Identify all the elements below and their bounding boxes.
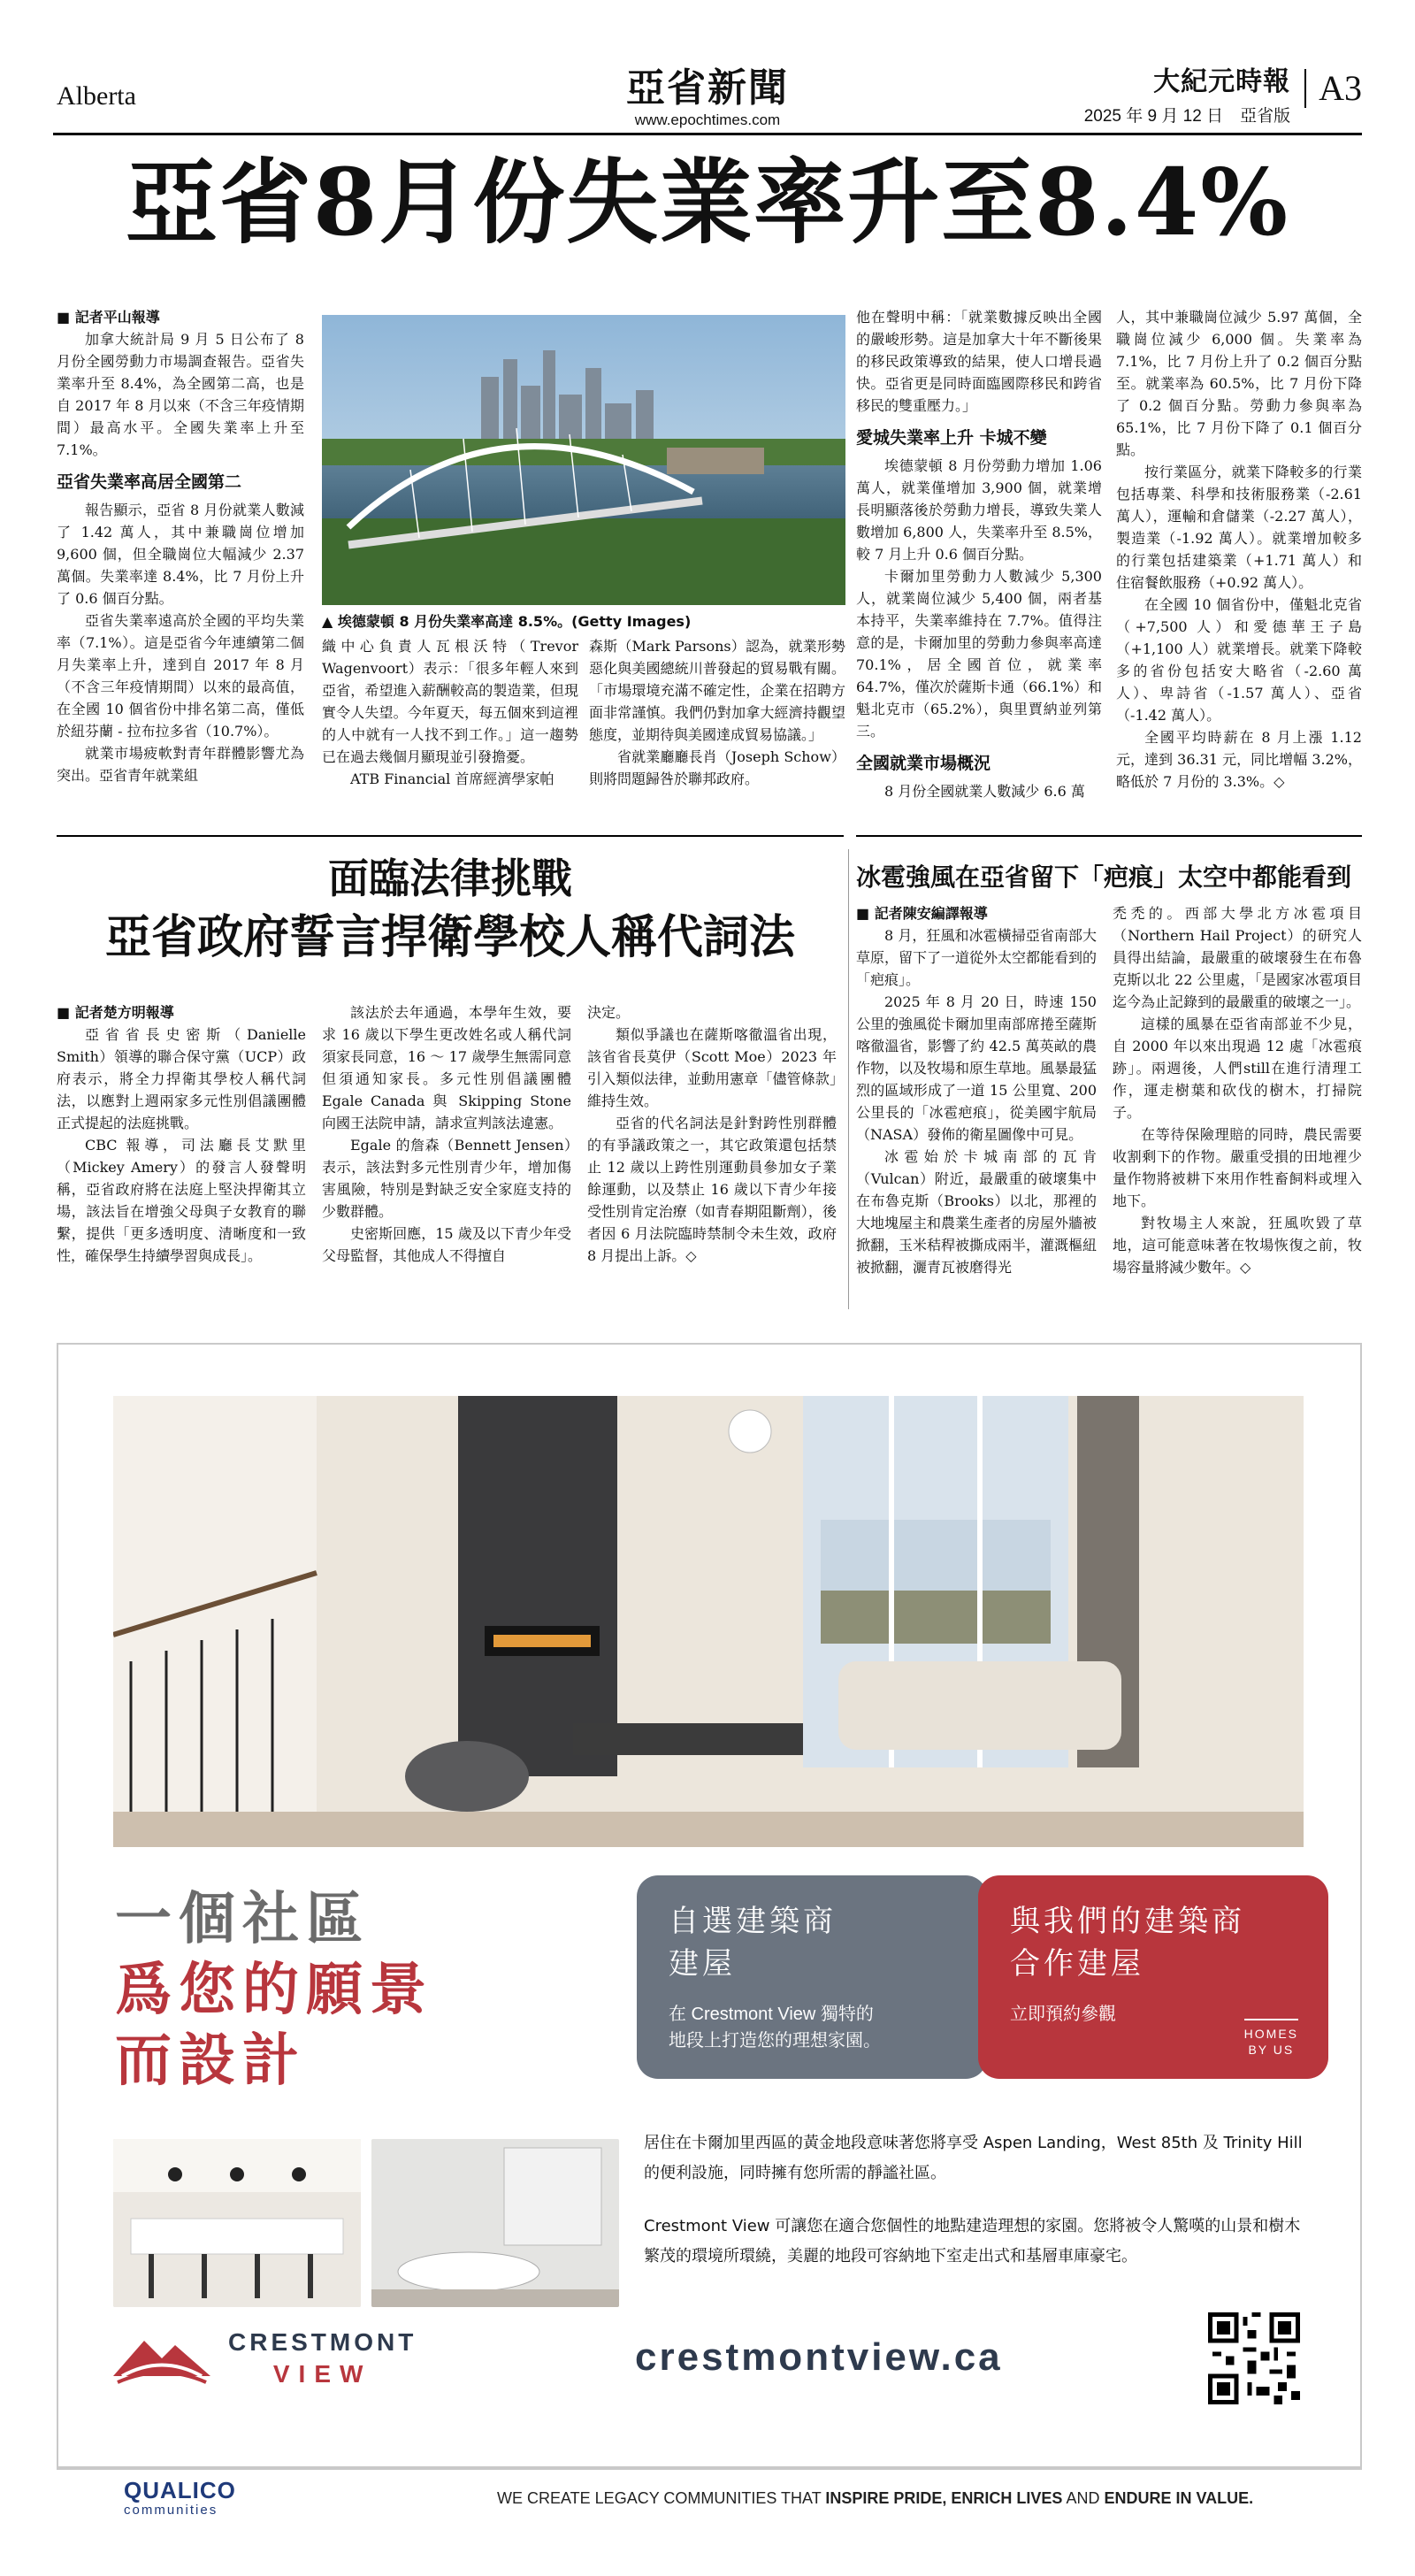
main-col-3: 森斯（Mark Parsons）認為，就業形勢惡化與美國總統川普發起的貿易戰有關。「市場環境充滿不確定性，企業在招聘方面非常謹慎。我們仍對加拿大經濟持觀望態度，並期待與美國達成貿易協議。」 省就業廳廳長肖（Joseph Schow）則將問題歸咎於聯邦政府。 — [589, 638, 845, 787]
footer-rule — [57, 2468, 1362, 2470]
paper-info — [1083, 66, 1362, 126]
living-room-photo — [113, 1396, 1304, 1847]
region-label: Alberta — [57, 81, 136, 111]
main-col-2: 織中心負責人瓦根沃特（Trevor Wagenvoort）表示：「很多年輕人來到亞省，希望進入薪酬較高的製造業，但現實令人失望。今年夏天，每五個來到這裡的人中就有一人找不到工作。」這一趨勢已在過去幾個月顯現並引發擔憂。 ATB Financial 首席經濟學家帕 — [322, 638, 578, 787]
homes-by-us-logo: HOMES BY US — [1244, 2019, 1298, 2058]
ad-url[interactable]: crestmontview.ca — [635, 2335, 1003, 2379]
build-own-builder-card[interactable]: 自選建築商 建屋 在 Crestmont View 獨特的 地段上打造您的理想家園。 — [637, 1875, 987, 2079]
qualico-logo: QUALICO communities — [124, 2477, 236, 2518]
main-headline: 亞省8月份失業率升至8.4% — [125, 148, 1290, 257]
page-number: A3 — [1304, 69, 1362, 108]
main-col-4: 他在聲明中稱：「就業數據反映出全國的嚴峻形勢。這是加拿大十年不斷後果的移民政策導致的結果，使人口增長過快。亞省更是同時面臨國際移民和跨省移民的雙重壓力。」 愛城失業率上升 卡城不變 埃德蒙頓 8 月份勞動力增加 1.06 萬人，就業僅增加 3,900 個，就業增長明顯落後於勞動力增長，導致失業人數增加 6,800 人，失業率升至 8.5%，較 7 月上升 0.6 個百分點。 卡爾加里勞動力人數減少 5,300 人，就業崗位減少 5,400 個，兩者基本持平，失業率維持在 7.7%。值得注意的是，卡爾加里的勞動力參與率高達 70.1%，居全國首位，就業率 64.7%，僅次於薩斯卡通（66.1%）和魁北克市（65.2%），與里賈納並列第三。 全國就業市場概況 8 月份全國就業人數減少 6.6 萬 — [856, 309, 1102, 800]
masthead-rule — [53, 133, 1362, 135]
paper-date: 2025 年 9 月 12 日 亞省版 — [1083, 107, 1291, 126]
story3-byline: ■ 記者陳安編譯報導 — [856, 905, 988, 922]
ad-slogan: 一個社區 爲您的願景 而設計 — [115, 1886, 433, 2094]
book-tour-link[interactable]: 立即預約參觀 — [1010, 2005, 1116, 2024]
section-title: 亞省新聞 — [626, 65, 789, 111]
ad-body-2: Crestmont View 可讓您在適合您個性的地點建造理想的家園。您將被令人驚嘆的山景和樹木繁茂的環境所環繞，美麗的地段可容納地下室走出式和基層車庫豪宅。 — [644, 2217, 1301, 2266]
story2-byline: ■ 記者楚方明報導 — [57, 1004, 174, 1021]
ad-body-1: 居住在卡爾加里西區的黃金地段意味著您將享受 Aspen Landing，West 85th 及 Trinity Hill 的便利設施，同時擁有您所需的靜謐社區。 — [644, 2134, 1303, 2182]
story2-col-1: ■ 記者楚方明報導 亞省省長史密斯（Danielle Smith）領導的聯合保守黨（UCP）政府表示，將全力捍衛其學校人稱代詞法，以應對上週兩家多元性別倡議團體正式提起的法庭挑戰。 CBC 報導，司法廳長艾默里（Mickey Amery）的發言人發聲明稱，亞省政府將在法庭上堅決捍衛其立場，該法旨在增強父母與子女教育的聯繫，提供「更多透明度、清晰度和一致性，確保學生持續學習與成長」。 — [57, 1001, 306, 1267]
subhead-1: 亞省失業率高居全國第二 — [57, 472, 242, 492]
subhead-3: 全國就業市場概況 — [856, 754, 991, 773]
footer-tagline: WE CREATE LEGACY COMMUNITIES THAT INSPIRE PRIDE, ENRICH LIVES AND ENDURE IN VALUE. — [497, 2489, 1254, 2507]
main-byline: ■ 記者平山報導 — [57, 309, 160, 326]
qr-code-icon[interactable] — [1208, 2312, 1300, 2404]
mountain-logo-icon — [113, 2327, 210, 2389]
partner-builder-card[interactable]: 與我們的建築商 合作建屋 立即預約參觀 HOMES BY US — [978, 1875, 1328, 2079]
story2-headline: 面臨法律挑戰 亞省政府誓言捍衛學校人稱代詞法 — [104, 855, 795, 964]
edmonton-photo — [322, 315, 845, 605]
story3-headline: 冰雹強風在亞省留下「疤痕」太空中都能看到 — [856, 862, 1352, 892]
crestmont-logo: CRESTMONT VIEW — [113, 2327, 417, 2390]
story2-col-2: 該法於去年通過，本學年生效，要求 16 歲以下學生更改姓名或人稱代詞須家長同意，16 ～ 17 歲學生無需同意但須通知家長。多元性別倡議團體 Egale Canada 與 Skipping Stone 向國王法院申請，請求宣判該法違憲。 Egale 的詹森（Bennett Jensen）表示，該法對多元性別青少年，增加傷害風險，特別是對缺乏安全家庭支持的少數群體。 史密斯回應，15 歲及以下青少年受父母監督，其他成人不得擅自 — [322, 1004, 571, 1264]
story2-col-3: 決定。 類似爭議也在薩斯喀徹溫省出現，該省省長莫伊（Scott Moe）2023 年引入類似法律，並動用憲章「儘管條款」維持生效。 亞省的代名詞法是針對跨性別群體的有爭議政策之一，其它政策還包括禁止 12 歲以上跨性別運動員參加女子業餘運動，以及禁止 16 歲以下青少年接受性別肯定治療（如青春期阻斷劑），後者因 6 月法院臨時禁制令未生效，政府 8 月提出上訴。◇ — [587, 1004, 837, 1264]
bathroom-thumbnail — [371, 2139, 619, 2307]
section-rule-right — [856, 835, 1362, 837]
site-url[interactable]: www.epochtimes.com — [634, 111, 781, 128]
main-col-1: ■ 記者平山報導 加拿大統計局 9 月 5 日公布了 8 月份全國勞動力市場調查報告。亞省失業率升至 8.4%，為全國第二高，也是自 2017 年 8 月以來（不含三年疫情期間）最高水平。全國失業率上升至 7.1%。 亞省失業率高居全國第二 報告顯示，亞省 8 月份就業人數減了 1.42 萬人，其中兼職崗位增加 9,600 個，但全職崗位大幅減少 2.37 萬個。失業率達 8.4%，比 7 月份上升了 0.6 個百分點。 亞省失業率遠高於全國的平均失業率（7.1%）。這是亞省今年連續第二個月失業率上升，達到自 2017 年 8 月（不含三年疫情期間）以來的最高值，在全國 10 個省份中排名第二高，僅低於紐芬蘭 - 拉布拉多省（10.7%）。 就業市場疲軟對青年群體影響尤為突出。亞省青年就業組 — [57, 306, 304, 786]
column-divider — [848, 849, 849, 1309]
main-col-5: 人，其中兼職崗位減少 5.97 萬個，全職崗位減少 6,000 個。失業率為 7.1%，比 7 月份上升了 0.2 個百分點至。就業率為 60.5%，比 7 月份下降了 0.2 個百分點。勞動力參與率為 65.1%，比 7 月份下降了 0.1 個百分點。 按行業區分，就業下降較多的行業包括專業、科學和技術服務業（-2.61 萬人），運輸和倉儲業（-2.27 萬人），製造業（-1.92 萬人）。就業增加較多的行業包括建築業（+1.71 萬人）和住宿餐飲服務（+0.92 萬人）。 在全國 10 個省份中，僅魁北克省（+7,500 人）和愛德華王子島（+1,100 人）就業增長。就業下降較多的省份包括安大略省（-2.60 萬人）、卑詩省（-1.57 萬人）、亞省（-1.42 萬人）。 全國平均時薪在 8 月上漲 1.12 元，達到 36.31 元，同比增幅 3.2%，略低於 7 月份的 3.3%。◇ — [1116, 309, 1362, 790]
section-rule-left — [57, 835, 844, 837]
kitchen-thumbnail — [113, 2139, 361, 2307]
subhead-2: 愛城失業率上升 卡城不變 — [856, 428, 1047, 448]
photo-caption: ▲ 埃德蒙頓 8 月份失業率高達 8.5%。(Getty Images) — [322, 613, 692, 630]
story3-col-2: 禿禿的。西部大學北方冰雹項目（Northern Hail Project）的研究人員得出結論，最嚴重的破壞發生在布魯克斯以北 22 公里處，「是國家冰雹項目迄今為止記錄到的最嚴重的破壞之一」。 這樣的風暴在亞省南部並不少見，自 2000 年以來出現過 12 處「冰雹痕跡」。兩週後，人們still在進行清理工作，運走樹葉和砍伐的樹木，打掃院子。 在等待保險理賠的同時，農民需要收割剩下的作物。嚴重受損的田地裡少量作物將被耕下來用作牲畜飼料或埋入地下。 對牧場主人來說，狂風吹毀了草地，這可能意味著在牧場恢復之前，牧場容量將減少數年。◇ — [1113, 905, 1362, 1276]
story3-col-1: ■ 記者陳安編譯報導 8 月，狂風和冰雹橫掃亞省南部大草原，留下了一道從外太空都能看到的「疤痕」。 2025 年 8 月 20 日，時速 150 公里的強風從卡爾加里南部席捲至薩斯喀徹溫省，影響了約 42.5 萬英畝的農作物，以及牧場和原生草地。風暴最猛烈的區域形成了一道 15 公里寬、200 公里長的「冰雹疤痕」，從美國宇航局（NASA）發佈的衛星圖像中可見。 冰雹始於卡城南部的瓦肯（Vulcan）附近，最嚴重的破壞集中在布魯克斯（Brooks）以北，那裡的大地塊屋主和農業生產者的房屋外牆被掀翻，玉米秸稈被撕成兩半，灌溉樞紐被掀翻，灑青瓦被磨得光 — [856, 902, 1097, 1278]
paper-name: 大紀元時報 — [1153, 66, 1291, 97]
